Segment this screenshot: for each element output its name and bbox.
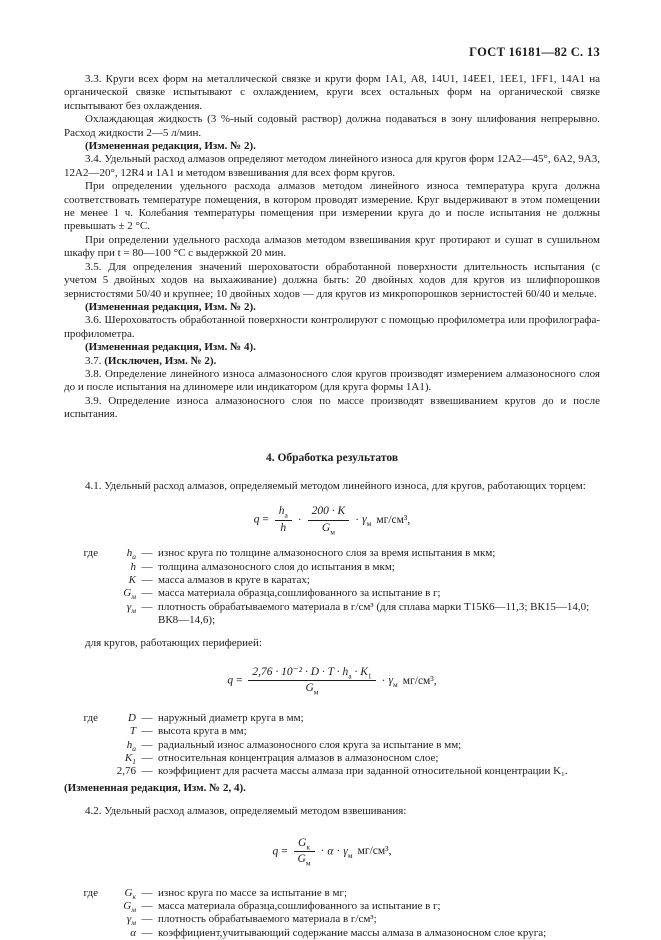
- formula1-lhs: q: [254, 514, 260, 526]
- formula2-lhs: q: [227, 675, 233, 687]
- formula3-units: мг/см³,: [353, 845, 392, 857]
- paragraph-3-3: 3.3. Круги всех форм на металлической связке и круги форм 1А1, А8, 14U1, 14ЕЕ1, 1ЕЕ1, 1FF1, 14А1 на органической связке испытывают с охлаждением, круги всех остальных форм на органической связке испытывают без охлаждения.: [64, 73, 600, 113]
- formula1-fraction-2: $\frac{200 \cdot K}{G_м}$: [308, 505, 350, 535]
- amendment-note-2: (Измененная редакция, Изм. № 2).: [64, 301, 600, 314]
- where-row: $\gamma_м$ — плотность обрабатываемого материала в г/см³;: [64, 913, 600, 926]
- paragraph-4-2: 4.2. Удельный расход алмазов, определяемый методом взвешивания:: [64, 805, 600, 818]
- formula-specific-consumption-periphery: q = $\frac{2,76 \cdot 10^{-2} \cdot D \cdot T \cdot h_а \cdot K_1}{G_м}$ · $\gamma_м$ мг/см³,: [64, 666, 600, 696]
- section-4-heading: 4. Обработка результатов: [64, 452, 600, 465]
- paragraph-4-1: 4.1. Удельный расход алмазов, определяемый методом линейного износа, для кругов, работающих торцем:: [64, 480, 600, 493]
- amendment-note-3: (Измененная редакция, Изм. № 4).: [64, 341, 600, 354]
- where-row: K — масса алмазов в круге в каратах;: [64, 574, 600, 587]
- where-list-3: [64, 887, 600, 940]
- paragraph-3-7: [64, 355, 600, 368]
- formula1-units: мг/см³,: [371, 514, 410, 526]
- amendment-note-4: (Измененная редакция, Изм. № 2, 4).: [64, 782, 600, 795]
- where-row: h — толщина алмазоносного слоя до испытания в мкм;: [64, 561, 600, 574]
- document-body: [64, 73, 600, 940]
- amendment-note-1: (Измененная редакция, Изм. № 2).: [64, 140, 600, 153]
- where-row: α — коэффициент,учитывающий содержание массы алмаза в алмазоносном слое круга;: [64, 927, 600, 940]
- paragraph-3-4-temperature: При определении удельного расхода алмазов методом линейного износа температура круга должна соответствовать температуре помещения, в котором проводят измерение. Круг выдерживают в этом помещении не менее 1 ч. Колебания температуры помещения при измерении круга до и после испытания не должны превышать ± 2 °С.: [64, 180, 600, 234]
- formula2-fraction: $\frac{2,76 \cdot 10^{-2} \cdot D \cdot T \cdot h_а \cdot K_1}{G_м}$: [248, 666, 375, 696]
- formula2-units: мг/см³,: [398, 675, 437, 687]
- where-row: $G_м$ — масса материала образца,сошлифованного за испытание в г;: [64, 587, 600, 600]
- paragraph-4-1-periphery: для кругов, работающих периферией:: [64, 637, 600, 650]
- where-list-2: [64, 712, 600, 779]
- paragraph-3-9: 3.9. Определение износа алмазоносного слоя по массе производят взвешиванием кругов до и после испытания.: [64, 395, 600, 422]
- paragraph-3-4-weighing: При определении удельного расхода алмазов методом взвешивания круг протирают и сушат в сушильном шкафу при t = 80—100 °С с выдержкой 20 мин.: [64, 234, 600, 261]
- paragraph-3-7-number: 3.7.: [85, 355, 104, 367]
- where-row: где $h_а$ — износ круга по толщине алмазоносного слоя за время испытания в мкм;: [64, 547, 600, 560]
- paragraph-3-7-excluded: (Исключен, Изм. № 2).: [104, 355, 216, 367]
- where-row: где D — наружный диаметр круга в мм;: [64, 712, 600, 725]
- where-row: T — высота круга в мм;: [64, 725, 600, 738]
- page-header: ГОСТ 16181—82 С. 13: [64, 45, 600, 60]
- formula3-fraction: $\frac{G_к}{G_м}$: [294, 837, 315, 867]
- where-list-1: [64, 547, 600, 627]
- paragraph-3-3-coolant: Охлаждающая жидкость (3 %-ный содовый раствор) должна подаваться в зону шлифования непрерывно. Расход жидкости 2—5 л/мин.: [64, 113, 600, 140]
- where-row: где $G_к$ — износ круга по массе за испытание в мг;: [64, 887, 600, 900]
- where-row: $h_а$ — радиальный износ алмазоносного слоя круга за испытание в мм;: [64, 739, 600, 752]
- paragraph-3-8: 3.8. Определение линейного износа алмазоносного слоя кругов производят измерением алмазоносного слоя до и после испытания на длиномере или индикатором (для круга формы 1А1).: [64, 368, 600, 395]
- formula3-lhs: q: [273, 845, 279, 857]
- where-row: $\gamma_м$ — плотность обрабатываемого материала в г/см³ (для сплава марки Т15К6—11,3; ВК15—14,0; ВК8—14,6);: [64, 601, 600, 628]
- formula1-fraction-1: $\frac{h_а}{h}$: [275, 505, 292, 535]
- where-row: $G_м$ — масса материала образца,сошлифованного за испытание в г;: [64, 900, 600, 913]
- paragraph-3-4: 3.4. Удельный расход алмазов определяют методом линейного износа для кругов форм 12А2—45°, 6А2, 9А3, 12А2—20°, 12R4 и 1А1 и методом взвешивания для всех форм кругов.: [64, 153, 600, 180]
- where-row: 2,76 — коэффициент для расчета массы алмаза при заданной относительной концентрации K₁.: [64, 765, 600, 778]
- where-row: $K_1$ — относительная концентрация алмазов в алмазоносном слое;: [64, 752, 600, 765]
- formula-specific-consumption-weighing: q = $\frac{G_к}{G_м}$ · $\alpha \cdot \gamma_м$ мг/см³,: [64, 837, 600, 867]
- paragraph-3-6: 3.6. Шероховатость обработанной поверхности контролируют с помощью профилометра или профилографа-профилометра.: [64, 314, 600, 341]
- formula-specific-consumption-face: q = $\frac{h_а}{h}$ · $\frac{200 \cdot K}{G_м}$ · $\gamma_м$ мг/см³,: [64, 505, 600, 535]
- paragraph-3-5: 3.5. Для определения значений шероховатости обработанной поверхности длительность испытания (с учетом 5 двойных ходов на выхаживание) должна быть: 20 двойных ходов для кругов из шлифпорошков зернистостями 50/40 и крупнее; 10 двойных ходов — для кругов из микропорошков зернистостей 60/40 и мельче.: [64, 261, 600, 301]
